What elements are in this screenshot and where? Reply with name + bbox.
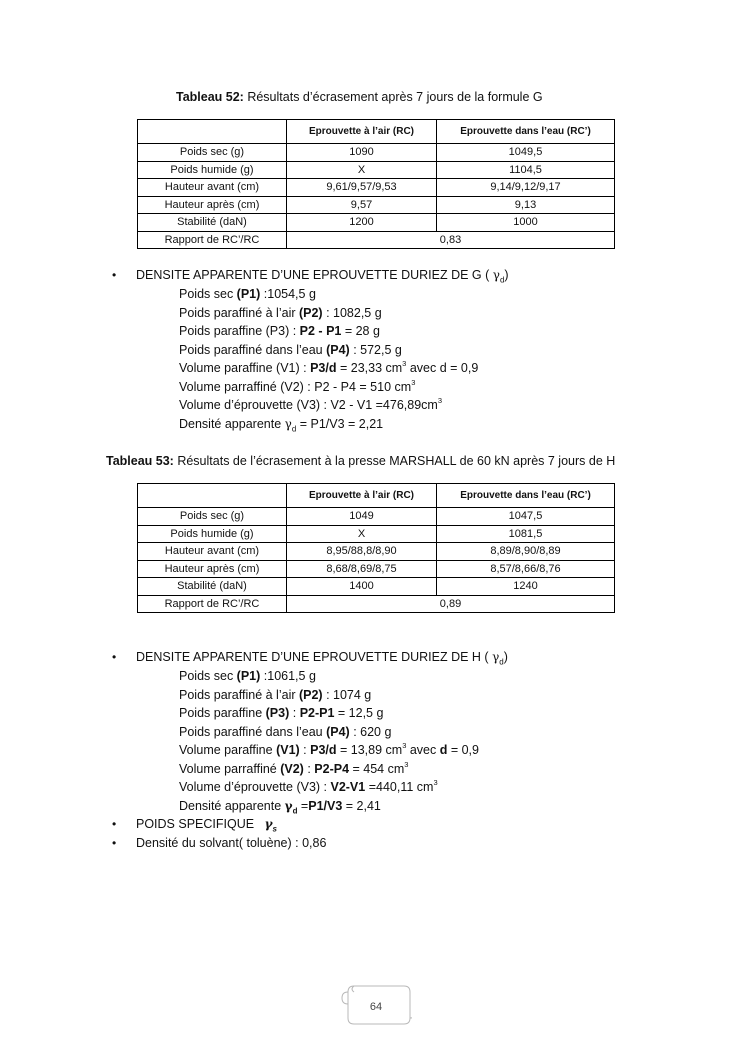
- line-text: Volume parraffiné: [179, 761, 281, 776]
- line-text: : 1082,5 g: [322, 305, 382, 320]
- table-cell: Stabilité (daN): [138, 578, 287, 596]
- density-line: [112, 359, 712, 378]
- poids-specifique-text: POIDS SPECIFIQUE: [136, 817, 255, 831]
- table-header-cell: Eprouvette dans l’eau (RC’): [437, 484, 615, 508]
- table-cell: 8,57/8,66/8,76: [437, 560, 615, 578]
- line-text: :1061,5 g: [260, 669, 316, 683]
- table-header-row: [138, 120, 615, 144]
- table-53-caption: [106, 454, 615, 468]
- line-text: Densité apparente: [179, 416, 285, 431]
- line-text: Poids paraffiné dans l’eau: [179, 342, 327, 357]
- density-g-title-text: DENSITE APPARENTE D’UNE EPROUVETTE DURIEZ DE G (: [136, 268, 490, 282]
- table-cell: 9,61/9,57/9,53: [287, 179, 437, 197]
- table-cell: 1049: [287, 508, 437, 526]
- line-text: = 13,89 cm: [336, 743, 403, 757]
- table-53-caption-label: Tableau 53:: [106, 454, 174, 468]
- table-cell: Poids humide (g): [138, 161, 287, 179]
- table-cell: Rapport de RC’/RC: [138, 231, 287, 249]
- line-text: =: [297, 798, 309, 813]
- table-cell: 1200: [287, 214, 437, 232]
- line-text: = P1/V3 = 2,21: [296, 416, 384, 431]
- line-bold: (P4): [326, 342, 350, 357]
- table-header-cell: Eprouvette à l’air (RC): [287, 484, 437, 508]
- densite-solvant-text: Densité du solvant( toluène) : 0,86: [136, 836, 327, 850]
- line-bold: d: [439, 743, 448, 757]
- line-bold: (P1): [236, 287, 261, 301]
- gamma-symbol: γ: [264, 817, 273, 831]
- table-cell: Hauteur après (cm): [138, 196, 287, 214]
- density-line: [112, 760, 712, 779]
- superscript: 3: [402, 741, 407, 750]
- bullet-icon: •: [112, 836, 117, 850]
- line-text: : 572,5 g: [349, 342, 402, 357]
- density-line: [112, 322, 712, 341]
- superscript: 3: [433, 778, 438, 787]
- line-text: Poids paraffine: [179, 706, 266, 720]
- table-cell: 1104,5: [437, 161, 615, 179]
- line-text: Poids sec: [179, 669, 237, 683]
- gamma-subscript: d: [499, 657, 504, 667]
- gamma-subscript: d: [291, 424, 297, 433]
- table-cell: Hauteur avant (cm): [138, 179, 287, 197]
- line-text: Poids paraffiné à l’air: [179, 687, 299, 702]
- table-cell: Hauteur avant (cm): [138, 543, 287, 561]
- line-text: = 12,5 g: [334, 706, 384, 720]
- line-bold: P2 - P1: [299, 324, 342, 338]
- line-bold: (P2): [298, 305, 323, 320]
- table-cell: 9,57: [287, 196, 437, 214]
- line-text: : 1074 g: [322, 687, 372, 702]
- line-text: Poids paraffiné à l’air: [179, 305, 299, 320]
- table-cell: X: [287, 161, 437, 179]
- line-text: Volume parraffiné (V2) : P2 - P4 = 510 cm: [179, 379, 412, 394]
- density-line: [112, 741, 712, 760]
- table-cell: 1400: [287, 578, 437, 596]
- table-header-cell: Eprouvette à l’air (RC): [287, 120, 437, 144]
- table-52-caption: [176, 90, 543, 104]
- gamma-symbol: γ: [492, 650, 500, 664]
- line-text: avec: [406, 743, 440, 757]
- gamma-subscript: s: [272, 824, 277, 834]
- density-line: [112, 396, 712, 415]
- superscript: 3: [437, 396, 442, 405]
- density-line: [112, 704, 712, 723]
- table-cell: Hauteur après (cm): [138, 560, 287, 578]
- table-header-cell: [138, 484, 287, 508]
- line-text: = 454 cm: [349, 761, 405, 776]
- line-bold: P3/d: [310, 743, 337, 757]
- page-number: 64: [369, 1001, 383, 1013]
- table-cell: Poids humide (g): [138, 525, 287, 543]
- line-text: avec d = 0,9: [406, 361, 479, 375]
- line-text: =440,11 cm: [365, 780, 434, 794]
- density-line: [112, 686, 712, 705]
- line-text: = 23,33 cm: [336, 361, 403, 375]
- table-cell: 8,68/8,69/8,75: [287, 560, 437, 578]
- line-text: :: [289, 706, 300, 720]
- line-text: = 28 g: [341, 324, 380, 338]
- ratio-value-cell: 0,83: [287, 231, 615, 249]
- table-header-cell: Eprouvette dans l’eau (RC’): [437, 120, 615, 144]
- title-close: ): [504, 268, 509, 282]
- table-cell: 1090: [287, 144, 437, 162]
- table-row: [138, 196, 615, 214]
- line-bold: P2-P4: [314, 761, 350, 776]
- table-row: [138, 560, 615, 578]
- table-cell: 1081,5: [437, 525, 615, 543]
- line-text: Poids paraffine (P3) :: [179, 324, 300, 338]
- bullet-icon: •: [112, 650, 117, 664]
- line-bold: P3/d: [310, 361, 337, 375]
- density-line: [112, 378, 712, 397]
- density-line: [112, 723, 712, 742]
- table-cell: 9,13: [437, 196, 615, 214]
- table-cell: 1000: [437, 214, 615, 232]
- line-text: Volume d’éprouvette (V3) :: [179, 780, 331, 794]
- table-row: [138, 543, 615, 561]
- gamma-symbol: γ: [284, 416, 292, 431]
- table-row: [138, 179, 615, 197]
- line-bold: P1/V3: [308, 798, 343, 813]
- ratio-value-cell: 0,89: [287, 595, 615, 613]
- table-cell: X: [287, 525, 437, 543]
- table-cell: Rapport de RC’/RC: [138, 595, 287, 613]
- line-bold: (P4): [326, 724, 350, 739]
- line-text: Volume paraffine: [179, 743, 277, 757]
- line-bold: V2-V1: [330, 780, 366, 794]
- line-text: :: [303, 761, 315, 776]
- table-cell: 1047,5: [437, 508, 615, 526]
- line-text: = 2,41: [342, 798, 381, 813]
- line-text: Poids sec: [179, 287, 237, 301]
- superscript: 3: [404, 759, 409, 769]
- table-53-caption-text: Résultats de l’écrasement à la presse MARSHALL de 60 kN après 7 jours de H: [173, 454, 616, 468]
- line-text: : 620 g: [349, 724, 392, 739]
- table-cell: Poids sec (g): [138, 508, 287, 526]
- line-bold: (P2): [298, 687, 323, 702]
- poids-specifique-item: [112, 815, 712, 834]
- table-cell: Stabilité (daN): [138, 214, 287, 232]
- table-53: [137, 483, 615, 613]
- line-text: = 0,9: [447, 743, 479, 757]
- line-bold: (P1): [236, 669, 261, 683]
- gamma-symbol: γ: [492, 268, 500, 282]
- line-text: Densité apparente: [179, 798, 285, 813]
- table-cell: 9,14/9,12/9,17: [437, 179, 615, 197]
- gamma-subscript: d: [292, 806, 298, 815]
- superscript: 3: [411, 377, 416, 387]
- density-line: [112, 778, 712, 797]
- line-text: :1054,5 g: [260, 287, 316, 301]
- line-text: Volume d’éprouvette (V3) : V2 - V1 =476,89cm: [179, 398, 438, 412]
- densite-solvant-item: [112, 834, 712, 853]
- density-line: [112, 304, 712, 323]
- table-cell: Poids sec (g): [138, 144, 287, 162]
- line-text: :: [299, 743, 311, 757]
- line-bold: (V1): [276, 743, 300, 757]
- table-cell: 1049,5: [437, 144, 615, 162]
- line-bold: (P3): [265, 706, 290, 720]
- bullet-icon: •: [112, 817, 117, 831]
- gamma-subscript: d: [499, 275, 505, 285]
- table-row: [138, 144, 615, 162]
- density-h-section: [112, 648, 712, 853]
- density-g-title: [112, 266, 712, 285]
- table-row: [138, 595, 615, 613]
- gamma-symbol: γ: [284, 798, 293, 813]
- table-header-cell: [138, 120, 287, 144]
- table-row: [138, 508, 615, 526]
- line-bold: (V2): [280, 761, 304, 776]
- table-row: [138, 231, 615, 249]
- table-52: [137, 119, 615, 249]
- density-line: [112, 415, 712, 434]
- superscript: 3: [402, 359, 407, 368]
- table-cell: 8,89/8,90/8,89: [437, 543, 615, 561]
- table-52-caption-text: Résultats d’écrasement après 7 jours de la formule G: [243, 90, 543, 104]
- density-line: [112, 341, 712, 360]
- table-row: [138, 214, 615, 232]
- table-cell: 1240: [437, 578, 615, 596]
- table-52-caption-label: Tableau 52:: [176, 90, 244, 104]
- density-line: [112, 797, 712, 816]
- table-row: [138, 525, 615, 543]
- line-bold: P2-P1: [299, 706, 335, 720]
- line-text: Volume paraffine (V1) :: [179, 361, 311, 375]
- density-h-title: [112, 648, 712, 667]
- table-row: [138, 578, 615, 596]
- table-cell: 8,95/88,8/8,90: [287, 543, 437, 561]
- line-text: Poids paraffiné dans l’eau: [179, 724, 327, 739]
- table-row: [138, 161, 615, 179]
- bullet-icon: •: [112, 268, 117, 282]
- density-h-title-text: DENSITE APPARENTE D’UNE EPROUVETTE DURIEZ DE H (: [136, 650, 489, 664]
- table-header-row: [138, 484, 615, 508]
- title-close: ): [503, 650, 508, 664]
- density-g-section: [112, 266, 712, 433]
